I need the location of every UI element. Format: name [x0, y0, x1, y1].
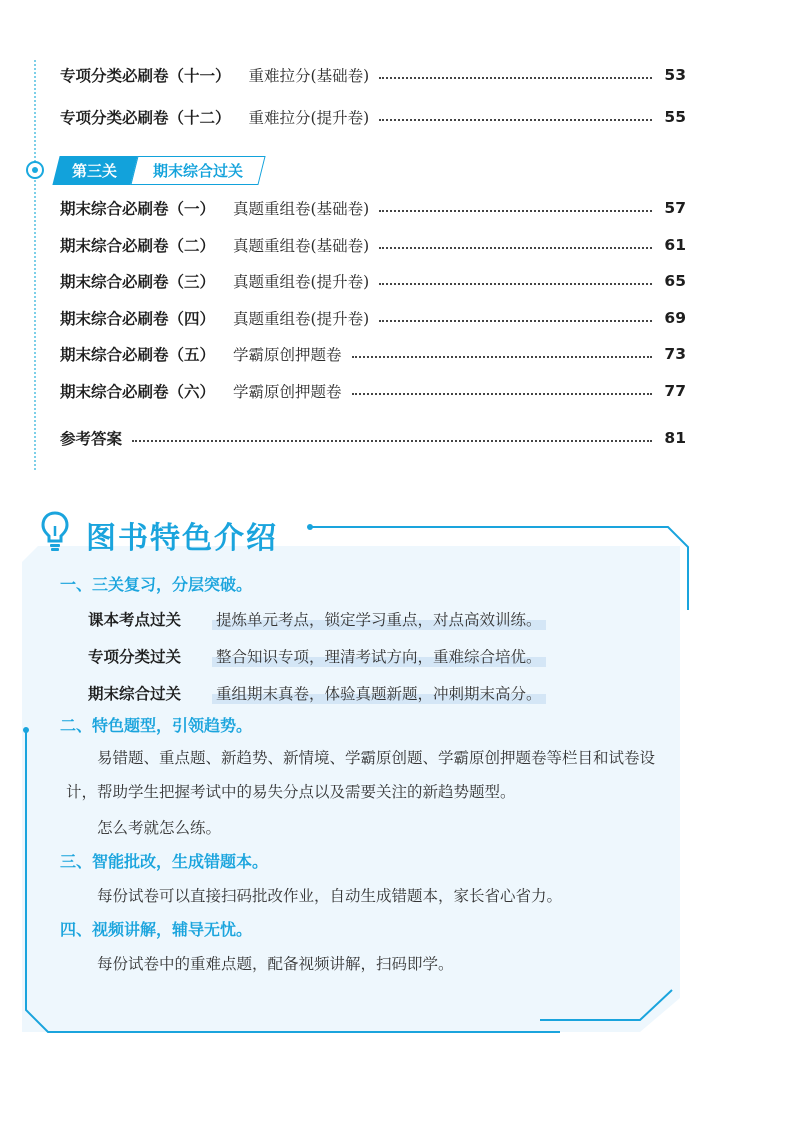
toc-leader-dots [352, 356, 652, 358]
intro-body [60, 570, 680, 983]
toc-leader-dots [379, 119, 652, 121]
toc-entry-subtitle: 重难拉分(基础卷) [248, 67, 370, 85]
toc-entry-subtitle: 重难拉分(提升卷) [248, 109, 370, 127]
feature-item-value: 整合知识专项，理清考试方向，重难综合培优。 [212, 645, 546, 667]
feature-item [60, 637, 680, 674]
toc-entry-answers[interactable] [60, 425, 686, 451]
toc-leader-dots [379, 210, 652, 212]
toc-entry-page: 57 [664, 199, 686, 217]
toc-entry[interactable] [60, 378, 686, 404]
toc-entry-page: 81 [664, 429, 686, 447]
section-stage-label: 第三关 [52, 156, 138, 185]
feature-item [60, 600, 680, 637]
toc-leader-dots [352, 393, 652, 395]
feature-heading-3: 三、智能批改，生成错题本。 [60, 852, 269, 871]
feature-heading-4: 四、视频讲解，辅导无忧。 [60, 920, 253, 939]
toc-entry-title: 参考答案 [60, 430, 123, 448]
feature-paragraph: 每份试卷中的重难点题，配备视频讲解，扫码即学。 [97, 955, 454, 973]
toc-entry-subtitle: 学霸原创押题卷 [233, 346, 342, 364]
toc-entry-title: 专项分类必刷卷（十二） [60, 109, 231, 127]
toc-leader-dots [379, 247, 652, 249]
feature-paragraph: 易错题、重点题、新趋势、新情境、学霸原创题、学霸原创押题卷等栏目和试卷设计，帮助学生把握考试中的易失分点以及需要关注的新趋势题型。 [66, 749, 656, 801]
toc-leader-dots [132, 440, 652, 442]
feature-heading-2: 二、特色题型，引领趋势。 [60, 716, 253, 735]
feature-item-key: 期末综合过关 [88, 684, 182, 703]
feature-paragraph: 怎么考就怎么练。 [97, 819, 222, 837]
toc-entry-subtitle: 真题重组卷(基础卷) [233, 200, 370, 218]
toc-leader-dots [379, 320, 652, 322]
feature-item-key: 课本考点过关 [88, 610, 182, 629]
toc-entry[interactable] [60, 232, 686, 258]
toc-entry-title: 专项分类必刷卷（十一） [60, 67, 231, 85]
feature-item-value: 提炼单元考点，锁定学习重点，对点高效训练。 [212, 608, 546, 630]
toc-entry-title: 期末综合必刷卷（六） [60, 383, 216, 401]
toc-entry-title: 期末综合必刷卷（二） [60, 237, 216, 255]
feature-paragraph: 每份试卷可以直接扫码批改作业，自动生成错题本，家长省心省力。 [97, 887, 563, 905]
toc-entry-page: 77 [664, 382, 686, 400]
toc-entry-subtitle: 真题重组卷(基础卷) [233, 237, 370, 255]
toc-entry-subtitle: 真题重组卷(提升卷) [233, 310, 370, 328]
section-dot-icon [26, 161, 44, 179]
feature-heading-1: 一、三关复习，分层突破。 [60, 575, 253, 594]
toc-entry[interactable] [60, 104, 686, 130]
lightbulb-icon [40, 510, 70, 552]
intro-title: 图书特色介绍 [86, 521, 278, 556]
toc-guide-line [34, 60, 36, 470]
toc-entry[interactable] [60, 305, 686, 331]
feature-item-key: 专项分类过关 [88, 647, 182, 666]
feature-item [60, 674, 680, 711]
toc-entry-page: 69 [664, 309, 686, 327]
toc-entry-title: 期末综合必刷卷（五） [60, 346, 216, 364]
toc-leader-dots [379, 283, 652, 285]
toc-entry-page: 55 [664, 108, 686, 126]
toc-entry-subtitle: 学霸原创押题卷 [233, 383, 342, 401]
toc-entry-title: 期末综合必刷卷（四） [60, 310, 216, 328]
toc-entry[interactable] [60, 268, 686, 294]
toc-entry[interactable] [60, 62, 686, 88]
toc-entry-title: 期末综合必刷卷（一） [60, 200, 216, 218]
toc-entry-subtitle: 真题重组卷(提升卷) [233, 273, 370, 291]
feature-item-value: 重组期末真卷，体验真题新题，冲刺期末高分。 [212, 682, 546, 704]
section-header [26, 156, 262, 184]
toc-entry[interactable] [60, 195, 686, 221]
toc-entry-page: 53 [664, 66, 686, 84]
section-name-label: 期末综合过关 [130, 156, 265, 185]
toc-entry-title: 期末综合必刷卷（三） [60, 273, 216, 291]
toc-entry-page: 61 [664, 236, 686, 254]
toc-entry-page: 73 [664, 345, 686, 363]
toc-entry-page: 65 [664, 272, 686, 290]
toc-entry[interactable] [60, 341, 686, 367]
toc-leader-dots [379, 77, 652, 79]
